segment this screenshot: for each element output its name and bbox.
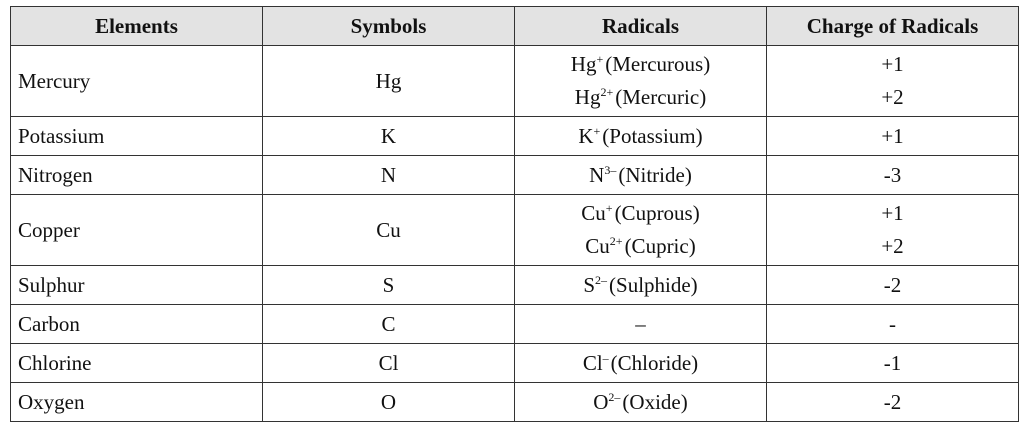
radical-formula [578, 120, 702, 153]
radicals-cell [515, 195, 767, 266]
radical-name: (Chloride) [610, 350, 699, 375]
radical-formula [635, 308, 646, 341]
table-row [11, 46, 1019, 117]
radical-charge-superscript: + [605, 201, 613, 215]
charge-stack [767, 48, 1018, 114]
header-row [11, 7, 1019, 46]
radical-base: Cl [582, 350, 603, 375]
radical-formula [581, 197, 699, 230]
charge-stack [767, 386, 1018, 419]
radicals-stack [515, 308, 766, 341]
radical-name: (Potassium) [602, 123, 703, 148]
charge-cell [767, 156, 1019, 195]
radical-charge-superscript: – [602, 350, 609, 365]
radical-charge-superscript: 2– [608, 389, 621, 404]
radicals-stack [515, 347, 766, 380]
element-name: Oxygen [11, 383, 263, 422]
element-name: Mercury [11, 46, 263, 117]
table-row [11, 266, 1019, 305]
charge-cell [767, 117, 1019, 156]
radicals-cell [515, 117, 767, 156]
radicals-table [10, 6, 1019, 422]
radicals-cell [515, 156, 767, 195]
charge-stack [767, 347, 1018, 380]
charge-cell [767, 266, 1019, 305]
radical-base: S [583, 272, 596, 297]
radicals-table-container [10, 6, 1018, 422]
radicals-cell [515, 305, 767, 344]
table-header [11, 7, 1019, 46]
radical-formula [589, 159, 692, 192]
radical-base: – [635, 311, 646, 336]
table-row [11, 156, 1019, 195]
header-radicals: Radicals [515, 7, 767, 46]
radical-charge-superscript: 3– [604, 162, 617, 177]
radical-charge-superscript: 2+ [609, 234, 623, 248]
radicals-stack [515, 159, 766, 192]
radicals-cell [515, 383, 767, 422]
table-row [11, 344, 1019, 383]
table-row [11, 383, 1019, 422]
charge-stack [767, 197, 1018, 263]
radical-charge-value: -2 [883, 272, 902, 297]
element-name: Potassium [11, 117, 263, 156]
radical-charge-value: +1 [881, 201, 904, 225]
table-row [11, 195, 1019, 266]
radical-name: (Oxide) [622, 389, 688, 414]
radicals-stack [515, 386, 766, 419]
radicals-cell [515, 266, 767, 305]
element-symbol: S [263, 266, 515, 305]
radicals-stack [515, 269, 766, 302]
radical-formula [575, 81, 706, 114]
element-symbol: C [263, 305, 515, 344]
charge-cell [767, 195, 1019, 266]
table-row [11, 305, 1019, 344]
charge-stack [767, 159, 1018, 192]
radicals-stack [515, 120, 766, 153]
radicals-stack [515, 48, 766, 114]
radical-charge-value: -2 [883, 389, 902, 414]
radical-base: Cu [585, 234, 610, 258]
element-symbol: O [263, 383, 515, 422]
radical-name: (Mercuric) [615, 85, 707, 109]
element-name: Carbon [11, 305, 263, 344]
radical-charge-value: -1 [883, 350, 902, 375]
radical-charge-value: - [889, 311, 896, 336]
radical-name: (Sulphide) [609, 272, 698, 297]
radical-name: (Nitride) [618, 162, 692, 187]
radical-formula [571, 48, 710, 81]
radicals-cell [515, 344, 767, 383]
radical-charge-superscript: 2+ [600, 85, 614, 99]
table-body [11, 46, 1019, 422]
element-symbol: K [263, 117, 515, 156]
radical-charge-value: +1 [881, 52, 904, 76]
element-name: Copper [11, 195, 263, 266]
radical-base: N [589, 162, 605, 187]
radical-charge-superscript: + [596, 52, 604, 66]
charge-cell [767, 46, 1019, 117]
element-symbol: N [263, 156, 515, 195]
charge-stack [767, 120, 1018, 153]
element-name: Sulphur [11, 266, 263, 305]
radicals-stack [515, 197, 766, 263]
radical-base: Cu [581, 201, 606, 225]
radical-charge-value: +1 [881, 123, 904, 148]
header-symbols: Symbols [263, 7, 515, 46]
element-symbol: Hg [263, 46, 515, 117]
charge-cell [767, 305, 1019, 344]
header-charge: Charge of Radicals [767, 7, 1019, 46]
charge-cell [767, 344, 1019, 383]
radical-name: (Cupric) [624, 234, 696, 258]
radical-formula [593, 386, 687, 419]
radical-charge-value: +2 [881, 85, 904, 109]
radicals-cell [515, 46, 767, 117]
charge-stack [767, 269, 1018, 302]
element-symbol: Cl [263, 344, 515, 383]
radical-base: K [578, 123, 594, 148]
charge-stack [767, 308, 1018, 341]
element-symbol: Cu [263, 195, 515, 266]
radical-name: (Mercurous) [605, 52, 711, 76]
radical-base: Hg [574, 85, 601, 109]
radical-charge-value: +2 [881, 234, 904, 258]
radical-name: (Cuprous) [614, 201, 700, 225]
radical-base: Hg [570, 52, 597, 76]
radical-charge-value: -3 [883, 162, 902, 187]
radical-base: O [593, 389, 609, 414]
radical-formula [583, 269, 697, 302]
radical-charge-superscript: + [593, 123, 601, 138]
element-name: Chlorine [11, 344, 263, 383]
table-row [11, 117, 1019, 156]
header-elements: Elements [11, 7, 263, 46]
radical-formula [585, 230, 695, 263]
charge-cell [767, 383, 1019, 422]
element-name: Nitrogen [11, 156, 263, 195]
radical-formula [583, 347, 698, 380]
radical-charge-superscript: 2– [595, 272, 608, 287]
